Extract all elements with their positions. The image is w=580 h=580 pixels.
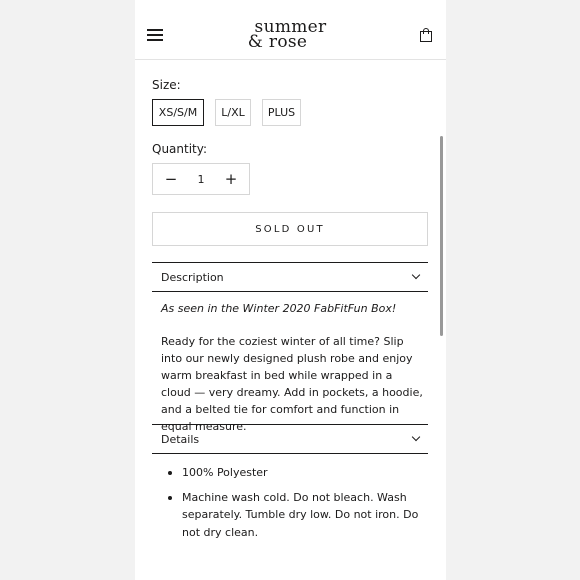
size-label: Size: <box>152 78 181 92</box>
description-tagline: As seen in the Winter 2020 FabFitFun Box! <box>161 302 397 315</box>
list-item: Machine wash cold. Do not bleach. Wash separately. Tumble dry low. Do not iron. Do not dry clean. <box>182 489 422 542</box>
quantity-label: Quantity: <box>152 142 208 156</box>
brand-logo[interactable] <box>135 17 446 52</box>
bag-icon[interactable] <box>420 28 432 42</box>
description-title: Description <box>161 270 224 284</box>
scrollbar[interactable] <box>440 136 443 336</box>
sold-out-button[interactable]: SOLD OUT <box>152 212 428 246</box>
details-title: Details <box>161 432 200 446</box>
quantity-stepper <box>152 163 250 195</box>
chevron-down-icon <box>412 433 420 441</box>
quantity-value[interactable]: 1 <box>197 172 205 186</box>
product-page <box>135 0 446 580</box>
quantity-increase-button[interactable]: + <box>224 170 238 188</box>
size-option-l-xl[interactable]: L/XL <box>215 99 251 126</box>
details-accordion-header[interactable] <box>152 424 428 454</box>
site-header <box>135 0 446 60</box>
logo-line-1: summer <box>254 17 327 37</box>
logo-line-2: & rose <box>247 32 308 52</box>
list-item: 100% Polyester <box>182 464 422 482</box>
description-accordion-header[interactable] <box>152 262 428 292</box>
details-list <box>182 464 422 548</box>
size-option-plus[interactable]: PLUS <box>262 99 301 126</box>
size-option-xs-s-m[interactable]: XS/S/M <box>152 99 204 126</box>
description-body: Ready for the coziest winter of all time? Slip into our newly designed plush robe and enjoy warm breakfast in bed while wrapped in a cloud — very dreamy. Add in pockets, a hoodie, and a belted tie for comfort and function in equal measure. <box>161 335 423 433</box>
chevron-down-icon <box>412 271 420 279</box>
quantity-decrease-button[interactable]: − <box>164 170 178 188</box>
